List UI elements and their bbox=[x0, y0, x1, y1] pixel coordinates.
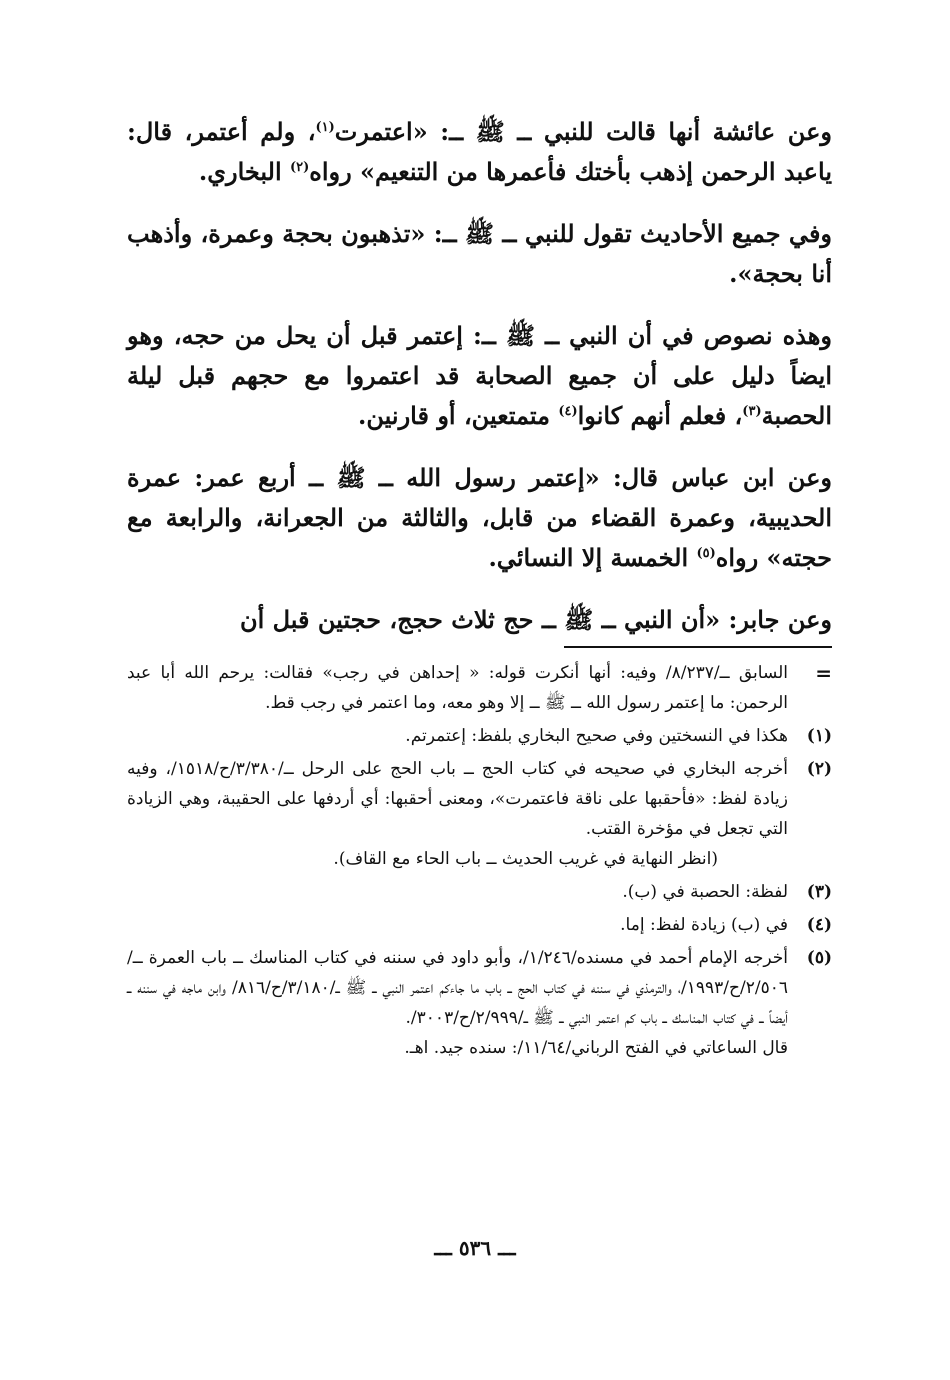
paragraph-text: الخمسة إلا النسائي. bbox=[488, 543, 697, 572]
paragraph-ibn-abbas bbox=[127, 458, 832, 578]
footnote-3 bbox=[127, 877, 832, 907]
paragraph-all-hadiths bbox=[127, 214, 832, 294]
footnote-ref-1[interactable]: (١) bbox=[315, 120, 335, 135]
page-number: ـــ ٥٣٦ ـــ bbox=[434, 1236, 516, 1260]
footnote-ref-3[interactable]: (٣) bbox=[742, 404, 762, 419]
footnote-text: لفظة: الحصبة في (ب). bbox=[622, 882, 788, 902]
footnote-number: (٢) bbox=[806, 759, 832, 779]
paragraph-text: وعن ابن عباس قال: «إعتمر رسول الله ــ ﷺ ــ أربع عمر: عمرة الحديبية، وعمرة القضاء من قابل، والثالثة من الجعرانة، والرابعة مع حجته» رواه bbox=[127, 463, 832, 572]
paragraph-jabir bbox=[127, 600, 832, 640]
continuation-mark: = bbox=[815, 661, 832, 685]
footnote-text: أخرجه الإمام أحمد في مسنده/١/٢٤٦/، وأبو داود في سننه في كتاب المناسك ــ باب العمرة ــ/٢/٥٠٦/ح/١٩٩٣/، والترمذي في سننه في كتاب الحج ــ باب ما جاءكم اعتمر النبي ــ ﷺ ــ/٣/١٨٠/ح/٨١٦/ وابن ماجه في سننه ــ أيضاً ــ في كتاب المناسك ــ باب كم اعتمر النبي ــ ﷺ ــ/٢/٩٩٩/ح/٣٠٠٣/. bbox=[127, 948, 788, 1028]
footnote-number: (١) bbox=[806, 726, 832, 746]
footnote-extra: (انظر النهاية في غريب الحديث ــ باب الحاء مع القاف). bbox=[333, 849, 718, 869]
footnote-5 bbox=[127, 943, 832, 1063]
footnote-text: أخرجه البخاري في صحيحه في كتاب الحج ــ باب الحج على الرحل ــ/٣/٣٨٠/ح/١٥١٨/، وفيه زيادة لفظ: «فأحقبها على ناقة فاعتمرت»، ومعنى أحقبها: أي أردفها على الحقيبة، وهي الزيادة التي تجعل في مؤخرة القتب. bbox=[127, 759, 788, 839]
footnote-number: (٥) bbox=[806, 948, 832, 968]
paragraph-text: متمتعين، أو قارنين. bbox=[358, 401, 559, 430]
footnote-ref-5[interactable]: (٥) bbox=[696, 546, 716, 561]
main-text bbox=[127, 112, 832, 640]
footnote-number: (٣) bbox=[806, 882, 832, 902]
document-page bbox=[127, 112, 832, 1066]
paragraph-text: وعن عائشة أنها قالت للنبي ــ ﷺ ــ: «اعتمرت bbox=[334, 117, 832, 146]
footnote-text: السابق ــ/٨/٢٣٧/ وفيه: أنها أنكرت قوله: « إحداهن في رجب» فقالت: يرحم الله أبا عبد الرحمن: ما إعتمر رسول الله ــ ﷺ ــ إلا وهو معه، وما اعتمر في رجب قط. bbox=[127, 663, 789, 713]
paragraph-texts-evidence bbox=[127, 316, 832, 436]
footnotes bbox=[127, 658, 832, 1063]
paragraph-text: وفي جميع الأحاديث تقول للنبي ــ ﷺ ــ: «تذهبون بحجة وعمرة، وأذهب أنا بحجة». bbox=[127, 219, 832, 288]
paragraph-text: وعن جابر: «أن النبي ــ ﷺ ــ حج ثلاث حجج، حجتين قبل أن bbox=[239, 605, 832, 634]
footnote-1 bbox=[127, 721, 832, 751]
footnote-2 bbox=[127, 754, 832, 874]
footnote-4 bbox=[127, 910, 832, 940]
paragraph-text: ، فعلم أنهم كانوا bbox=[577, 401, 743, 430]
footnote-ref-4[interactable]: (٤) bbox=[558, 404, 578, 419]
footnote-text: هكذا في النسختين وفي صحيح البخاري بلفظ: إعتمرتم. bbox=[405, 726, 788, 746]
footnote-continuation bbox=[127, 658, 832, 718]
footnote-number: (٤) bbox=[806, 915, 832, 935]
footnote-ref-2[interactable]: (٢) bbox=[289, 160, 310, 175]
footnote-body bbox=[127, 754, 788, 874]
footnote-text: في (ب) زيادة لفظ: إما. bbox=[620, 915, 788, 935]
paragraph-aisha bbox=[127, 112, 832, 192]
paragraph-text: وهذه نصوص في أن النبي ــ ﷺ ــ: إعتمر قبل أن يحل من حجه، وهو ايضاً دليل على أن جميع الصحابة قد اعتمروا مع حجهم قبل ليلة الحصبة bbox=[127, 321, 832, 430]
paragraph-text: ، ولم أعتمر، قال: ياعبد الرحمن إذهب بأختك فأعمرها من التنعيم» رواه bbox=[127, 117, 832, 186]
footnote-extra: قال الساعاتي في الفتح الرباني/١١/٦٤/: سنده جيد. اهـ. bbox=[404, 1038, 788, 1058]
paragraph-text: البخاري. bbox=[198, 157, 290, 186]
footnote-separator bbox=[564, 646, 832, 648]
footnote-body bbox=[127, 943, 788, 1063]
